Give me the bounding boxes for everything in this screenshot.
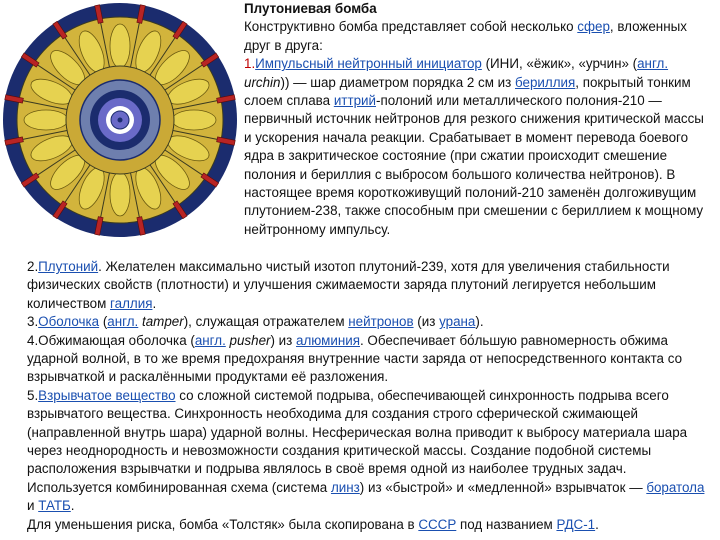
link-shell[interactable]: Оболочка: [38, 314, 100, 330]
lens-petal: [172, 110, 216, 130]
lens-petal: [110, 172, 130, 216]
link-rds1[interactable]: РДС-1: [556, 516, 596, 532]
term-pusher: pusher: [229, 332, 271, 348]
link-lenses[interactable]: линз: [330, 479, 360, 495]
item-number-4: 4.Обжимающая оболочка (: [27, 332, 195, 348]
lens-petal: [110, 24, 130, 68]
link-yttrium[interactable]: иттрий: [333, 93, 376, 109]
link-english-3[interactable]: англ.: [194, 332, 226, 348]
term-tamper: tamper: [142, 314, 184, 330]
link-english-2[interactable]: англ.: [107, 314, 139, 330]
lens-petal: [24, 110, 68, 130]
initiator-center: [118, 118, 123, 123]
intro-text: Конструктивно бомба представляет собой несколько: [244, 19, 574, 35]
link-uranium[interactable]: урана: [439, 314, 476, 330]
intro-block: Плутониевая бомба Конструктивно бомба представляет собой несколько сфер, вложенных друг в друга: 1.Импульсный нейтронный инициатор (ИНИ, «ёжик», «урчин» (англ. urchin)) — шар диаметром порядка 2 см из бериллия, покрытый тонким слоем сплава иттрий-полоний или металлического полония-210 — первичный источник нейтронов для резкого снижения критической массы и ускорения начала реакции. Срабатывает в момент перевода боевого ядра в закритическое состояние (при сжатии происходит смешение полония и бериллия с выбросом большого количества нейтронов). В настоящее время короткоживущий полоний-210 заменён долгоживущим плутонием-238, также способным при смешении с бериллием к мощному нейтронному импульсу.: [244, 0, 714, 239]
page-title: Плутониевая бомба: [244, 1, 377, 16]
link-beryllium[interactable]: бериллия: [515, 74, 576, 90]
link-plutonium[interactable]: Плутоний: [38, 259, 99, 274]
item-number-2: 2.: [27, 259, 39, 274]
term-urchin: urchin: [244, 74, 281, 90]
link-ussr[interactable]: СССР: [418, 516, 457, 532]
item-number-5: 5.: [27, 387, 39, 403]
link-aluminum[interactable]: алюминия: [296, 332, 360, 348]
bomb-cross-section-diagram: [0, 0, 240, 240]
link-tatb[interactable]: ТАТБ: [38, 498, 71, 514]
link-boratol[interactable]: боратола: [646, 479, 705, 495]
closing-text: Для уменьшения риска, бомба «Толстяк» была скопирована в: [27, 516, 419, 532]
link-spheres[interactable]: сфер: [577, 19, 610, 35]
item-number-1: 1.: [244, 56, 256, 72]
link-gallium[interactable]: галлия: [110, 295, 153, 311]
link-initiator[interactable]: Импульсный нейтронный инициатор: [255, 56, 482, 72]
components-list: 2.Плутоний. Желателен максимально чистый изотоп плутоний-239, хотя для увеличения стабильности физических свойств (плотности) и улучшения сжимаемости заряда плутоний легируется небольшим количеством галлия. 3.Оболочка (англ. tamper), служащая отражателем нейтронов (из урана). 4.Обжимающая оболочка (англ. pusher) из алюминия. Обеспечивает бо́льшую равномерность обжима ударной волной, в то же время предохраняя внутренние части заряда от непосредственного контакта со взрывчаткой и раскалёнными продуктами её разложения. 5.Взрывчатое вещество со сложной системой подрыва, обеспечивающей синхронность подрыва всего взрывчатого вещества. Синхронность необходима для создания строго сферической сжимающей (направленной внутрь шара) ударной волны. Несферическая волна приводит к выбросу материала шара через неоднородность и невозможности создания критической массы. Создание подобной системы расположения взрывчатки и подрыва являлось в своё время одной из наиболее трудных задач. Используется комбинированная схема (система линз) из «быстрой» и «медленной» взрывчаток — боратола и ТАТБ. Для уменьшения риска, бомба «Толстяк» была скопирована в СССР под названием РДС-1.: [27, 259, 705, 532]
link-english-1[interactable]: англ.: [637, 56, 669, 72]
item-number-3: 3.: [27, 314, 39, 330]
link-explosive[interactable]: Взрывчатое вещество: [38, 387, 176, 403]
link-neutrons[interactable]: нейтронов: [348, 314, 414, 330]
